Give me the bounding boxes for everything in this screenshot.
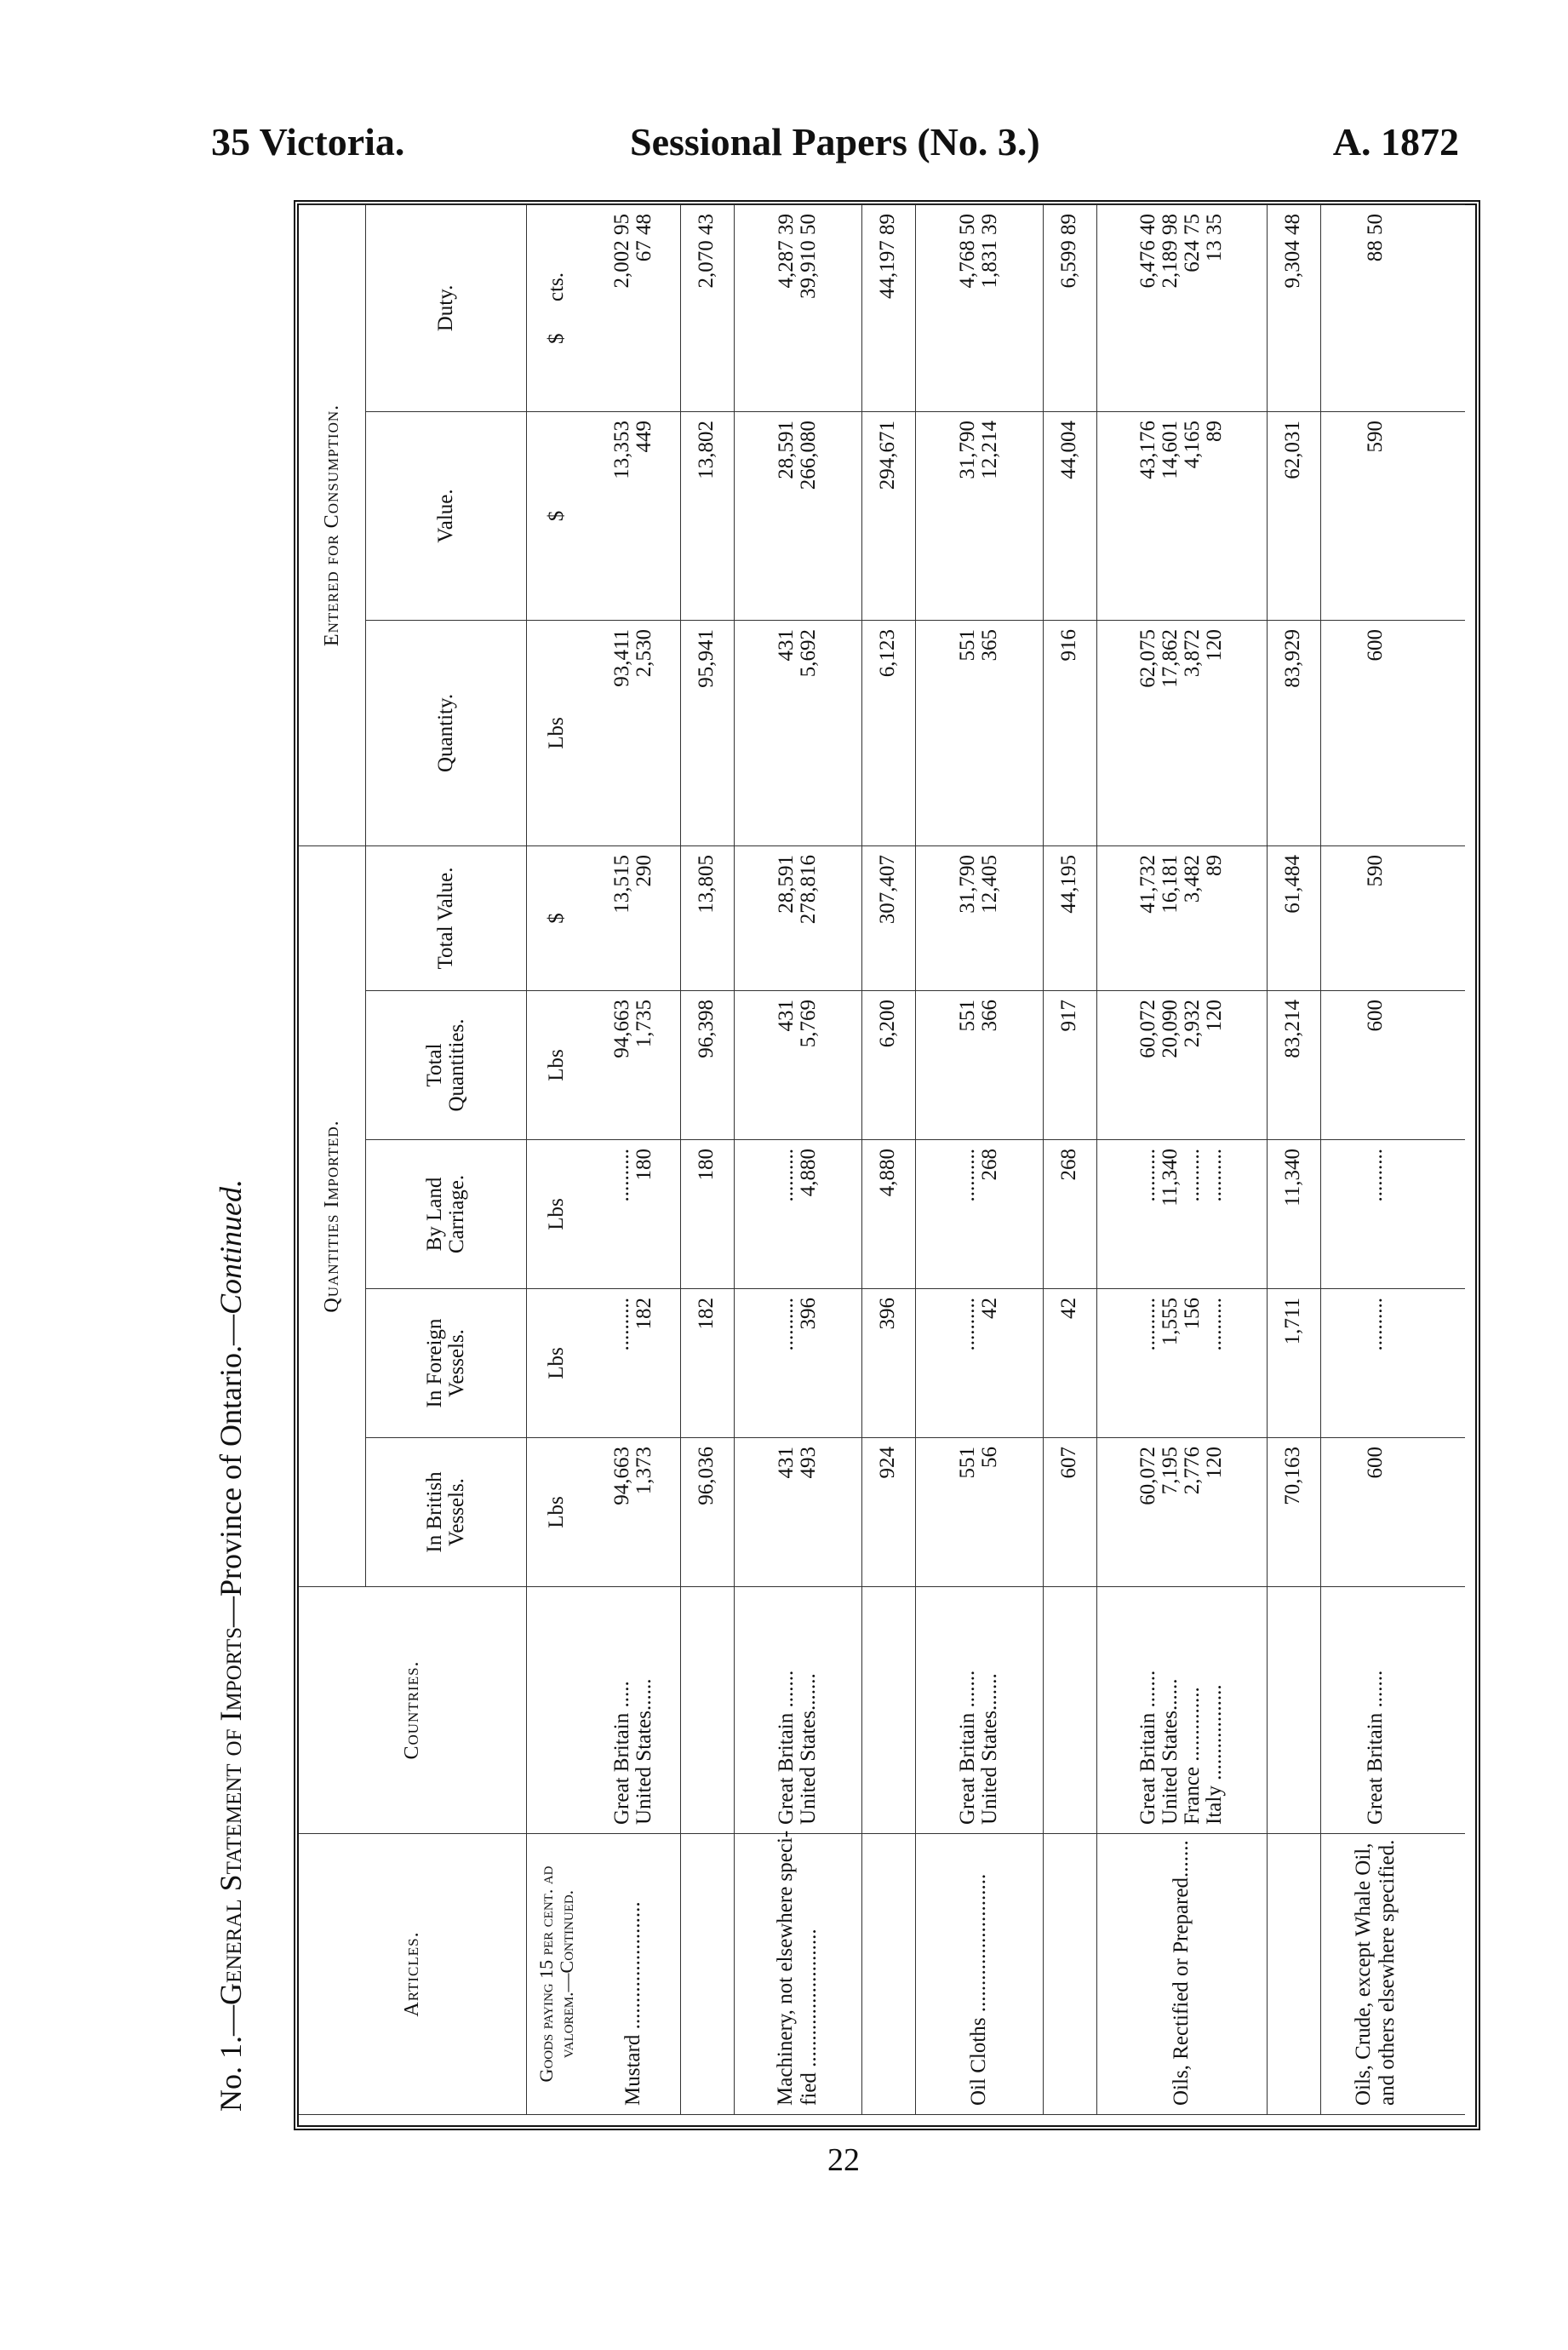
total-cell: 83,929	[1267, 620, 1320, 845]
value-cell: 2,002 95 67 48	[587, 204, 680, 411]
value-cell: 4,768 50 1,831 39	[915, 204, 1043, 411]
title-prefix: No. 1.—	[214, 2005, 248, 2112]
article-name: Oils, Crude, except Whale Oil, and others elsewhere specified.	[1320, 1834, 1431, 2115]
value-cell: .......... 4,880	[734, 1140, 861, 1289]
total-cell: 917	[1043, 991, 1096, 1140]
total-cell: 96,398	[680, 991, 734, 1140]
unit-cell: Lbs	[527, 991, 587, 1140]
unit-cell: Lbs	[527, 1438, 587, 1587]
value-cell: ..........	[1320, 1140, 1431, 1289]
value-cell: 31,790 12,405	[915, 845, 1043, 990]
total-cell: 307,407	[861, 845, 915, 990]
value-cell: 60,072 20,090 2,932 120	[1096, 991, 1267, 1140]
total-cell: 70,163	[1267, 1438, 1320, 1587]
total-cell: 180	[680, 1140, 734, 1289]
col-total-quantities: Total Quantities.	[366, 991, 527, 1140]
article-name: Oil Cloths ..........................	[915, 1834, 1043, 2115]
value-cell: 93,411 2,530	[587, 620, 680, 845]
running-header-left: 35 Victoria.	[211, 120, 405, 163]
total-cell: 96,036	[680, 1438, 734, 1587]
value-cell: 590	[1320, 845, 1431, 990]
section-heading: Goods paying 15 per cent. ad valorem.—Continued.	[527, 1834, 587, 2115]
total-cell: 924	[861, 1438, 915, 1587]
total-cell: 294,671	[861, 411, 915, 620]
table-row	[1096, 204, 1267, 2114]
value-cell: 31,790 12,214	[915, 411, 1043, 620]
value-cell: 43,176 14,601 4,165 89	[1096, 411, 1267, 620]
article-name: Oils, Rectified or Prepared.......	[1096, 1834, 1267, 2115]
total-row	[1267, 204, 1320, 2114]
unit-cell: Lbs	[527, 620, 587, 845]
countries-cell: Great Britain ..... United States......	[587, 1587, 680, 1834]
value-cell: 13,353 449	[587, 411, 680, 620]
title-main: General Statement of Imports	[214, 1626, 248, 2005]
total-cell: 1,711	[1267, 1289, 1320, 1438]
col-land-carriage: By Land Carriage.	[366, 1140, 527, 1289]
value-cell: 431 5,769	[734, 991, 861, 1140]
total-cell: 182	[680, 1289, 734, 1438]
value-cell: .......... 11,340 .......... ..........	[1096, 1140, 1267, 1289]
countries-cell: Great Britain ....... United States...... France .............. Italy ..................	[1096, 1587, 1267, 1834]
col-articles: Articles.	[299, 1834, 527, 2115]
value-cell: 551 365	[915, 620, 1043, 845]
value-cell: 62,075 17,862 3,872 120	[1096, 620, 1267, 845]
value-cell: ..........	[1320, 1289, 1431, 1438]
total-cell: 44,197 89	[861, 204, 915, 411]
value-cell: 551 366	[915, 991, 1043, 1140]
value-cell: 431 5,692	[734, 620, 861, 845]
col-quantity: Quantity.	[366, 620, 527, 845]
total-cell: 9,304 48	[1267, 204, 1320, 411]
table-row	[587, 204, 680, 2114]
col-total-value: Total Value.	[366, 845, 527, 990]
imports-table-rotated	[299, 205, 1465, 2115]
value-cell: 6,476 40 2,189 98 624 75 13 35	[1096, 204, 1267, 411]
value-cell: 551 56	[915, 1438, 1043, 1587]
unit-cell: Lbs	[527, 1289, 587, 1438]
value-cell: .......... 42	[915, 1289, 1043, 1438]
page-title	[213, 238, 264, 2112]
value-cell: .......... 1,555 156 ..........	[1096, 1289, 1267, 1438]
value-cell: 28,591 278,816	[734, 845, 861, 990]
value-cell: .......... 268	[915, 1140, 1043, 1289]
countries-cell: Great Britain ....... United States.......	[915, 1587, 1043, 1834]
total-cell: 83,214	[1267, 991, 1320, 1140]
unit-cell: Lbs	[527, 1140, 587, 1289]
total-row	[861, 204, 915, 2114]
unit-cell: $ cts.	[527, 204, 587, 411]
total-cell: 13,802	[680, 411, 734, 620]
value-cell: 431 493	[734, 1438, 861, 1587]
article-name: Machinery, not elsewhere speci- fied ..........................	[734, 1834, 861, 2115]
value-cell: 94,663 1,735	[587, 991, 680, 1140]
page-number: 22	[827, 2142, 860, 2178]
value-cell: 13,515 290	[587, 845, 680, 990]
title-suffix: —Province of Ontario.—	[214, 1315, 248, 1627]
total-cell: 61,484	[1267, 845, 1320, 990]
running-header-center: Sessional Papers (No. 3.)	[630, 120, 1040, 163]
col-duty: Duty.	[366, 204, 527, 411]
value-cell: 600	[1320, 620, 1431, 845]
total-cell: 607	[1043, 1438, 1096, 1587]
total-cell: 6,599 89	[1043, 204, 1096, 411]
value-cell: 60,072 7,195 2,776 120	[1096, 1438, 1267, 1587]
col-group-entered-for-consumption: Entered for Consumption.	[299, 204, 366, 845]
value-cell: 41,732 16,181 3,482 89	[1096, 845, 1267, 990]
total-cell: 6,200	[861, 991, 915, 1140]
table-row	[1320, 204, 1431, 2114]
value-cell: 600	[1320, 991, 1431, 1140]
total-cell: 268	[1043, 1140, 1096, 1289]
total-cell: 6,123	[861, 620, 915, 845]
total-cell: 95,941	[680, 620, 734, 845]
value-cell: 28,591 266,080	[734, 411, 861, 620]
total-row	[1043, 204, 1096, 2114]
total-cell: 396	[861, 1289, 915, 1438]
table-row	[527, 204, 587, 2114]
value-cell: 94,663 1,373	[587, 1438, 680, 1587]
col-countries: Countries.	[299, 1587, 527, 1834]
table-row	[915, 204, 1043, 2114]
countries-cell: Great Britain ....... United States.......	[734, 1587, 861, 1834]
total-cell: 44,004	[1043, 411, 1096, 620]
total-cell: 2,070 43	[680, 204, 734, 411]
value-cell: .......... 182	[587, 1289, 680, 1438]
value-cell: 600	[1320, 1438, 1431, 1587]
imports-table	[299, 204, 1465, 2115]
total-cell: 44,195	[1043, 845, 1096, 990]
col-group-quantities-imported: Quantities Imported.	[299, 845, 366, 1586]
total-cell: 11,340	[1267, 1140, 1320, 1289]
total-cell: 4,880	[861, 1140, 915, 1289]
total-row	[680, 204, 734, 2114]
total-cell: 916	[1043, 620, 1096, 845]
unit-cell: $	[527, 845, 587, 990]
unit-cell: $	[527, 411, 587, 620]
col-foreign-vessels: In Foreign Vessels.	[366, 1289, 527, 1438]
total-cell: 62,031	[1267, 411, 1320, 620]
countries-cell: Great Britain .......	[1320, 1587, 1431, 1834]
table-row	[1431, 204, 1465, 2114]
col-british-vessels: In British Vessels.	[366, 1438, 527, 1587]
value-cell: 590	[1320, 411, 1431, 620]
article-name: Mustard ........................	[587, 1834, 680, 2115]
total-cell: 42	[1043, 1289, 1096, 1438]
total-cell: 13,805	[680, 845, 734, 990]
title-continued: Continued.	[214, 1179, 248, 1315]
running-header-right: A. 1872	[1332, 120, 1459, 163]
col-value: Value.	[366, 411, 527, 620]
value-cell: 4,287 39 39,910 50	[734, 204, 861, 411]
table-row	[734, 204, 861, 2114]
value-cell: 88 50	[1320, 204, 1431, 411]
value-cell: .......... 396	[734, 1289, 861, 1438]
value-cell: .......... 180	[587, 1140, 680, 1289]
